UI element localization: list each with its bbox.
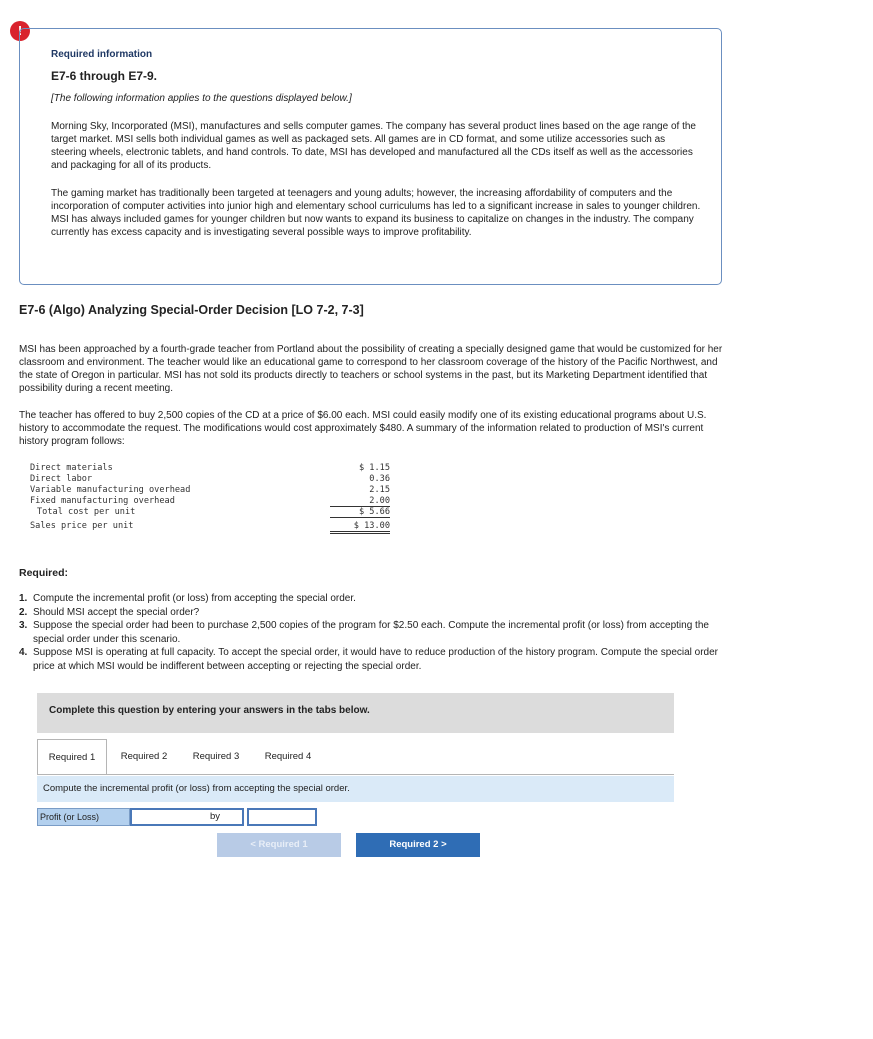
cost-value: $ 1.15 [358, 463, 390, 473]
cost-row-fixed-overhead [30, 496, 390, 507]
complete-question-bar: Complete this question by entering your answers in the tabs below. [37, 693, 674, 733]
cost-value: 2.15 [369, 485, 390, 495]
info-paragraph-2: The gaming market has traditionally been targeted at teenagers and young adults; however, the increasing affordability of computers and the incorporation of computer activities into junior high and elementary school curriculums has led to a significant increase in sales to younger children. MSI has always included games for younger children but now wants to expand its business to capitalize on changes in the industry. The company currently has excess capacity and is investigating several possible ways to improve profitability. [51, 188, 701, 238]
required-item [19, 606, 719, 620]
required-item-number: 3. [19, 620, 28, 631]
tab-required-3[interactable]: Required 3 [192, 751, 240, 762]
info-subtitle: E7-6 through E7-9. [51, 69, 158, 83]
tab-instruction: Compute the incremental profit (or loss) from accepting the special order. [37, 776, 674, 802]
required-item-number: 1. [19, 593, 28, 604]
required-item-number: 4. [19, 647, 28, 658]
by-label: by [210, 811, 221, 822]
required-item-number: 2. [19, 606, 28, 618]
cost-value: 2.00 [330, 496, 390, 507]
problem-paragraph-2: The teacher has offered to buy 2,500 copies of the CD at a price of $6.00 each. MSI could easily modify one of its existing educational programs about U.S. history to accommodate the request. The modifications would cost approximately $480. A summary of the information related to production of MSI's current history program follows: [19, 410, 707, 447]
alert-exclamation-icon: ! [10, 21, 30, 41]
required-item [19, 592, 719, 606]
cost-value: $ 13.00 [330, 521, 390, 534]
required-item-text: Suppose MSI is operating at full capacity. To accept the special order, it would have to reduce production of the history program. Compute the special order price at which MSI would be indifferent between accepting or rejecting the special order. [33, 647, 719, 672]
cost-value: 0.36 [369, 474, 390, 484]
required-item [19, 619, 719, 646]
cost-label: Direct labor [30, 474, 93, 484]
required-item-text: Should MSI accept the special order? [33, 606, 200, 618]
cost-label: Total cost per unit [37, 507, 136, 517]
cost-row-direct-labor [30, 474, 390, 485]
profit-or-loss-label: Profit (or Loss) [37, 808, 130, 826]
required-item [19, 646, 719, 673]
cost-table [30, 463, 390, 532]
problem-paragraph-1: MSI has been approached by a fourth-grade teacher from Portland about the possibility of creating a specially designed game that would be customized for her classroom and environment. The teacher would like an educational game to correspond to her classroom coverage of the history of the Pacific Northwest, and the state of Oregon in particular. MSI has not sold its products directly to teachers or school systems in the past, but its Marketing Department identified that possibility during a recent meeting. [19, 344, 723, 394]
required-list [19, 592, 719, 673]
info-paragraph-1: Morning Sky, Incorporated (MSI), manufactures and sells computer games. The company has several product lines based on the age range of the target market. MSI sells both individual games as well as packaged sets. All games are in CD format, and some utilize accessories such as steering wheels, electronic tablets, and hand controls. To date, MSI has developed and manufactured all the CDs itself as well as the accessories and packaging for all of its products. [51, 121, 696, 171]
tab-divider [37, 774, 674, 775]
cost-label: Fixed manufacturing overhead [30, 496, 175, 506]
problem-title: E7-6 (Algo) Analyzing Special-Order Decision [LO 7-2, 7-3] [19, 303, 364, 317]
cost-row-direct-materials [30, 463, 390, 474]
required-item-text: Compute the incremental profit (or loss) from accepting the special order. [33, 593, 356, 604]
previous-required-1-button[interactable]: < Required 1 [217, 833, 341, 857]
tab-required-2[interactable]: Required 2 [120, 751, 168, 762]
profit-amount-input[interactable] [247, 808, 317, 826]
cost-value: $ 5.66 [330, 507, 390, 518]
cost-label: Direct materials [30, 463, 113, 473]
required-heading: Required: [19, 567, 69, 579]
cost-row-total-cost [30, 507, 390, 518]
cost-row-sales-price [30, 521, 390, 532]
cost-label: Sales price per unit [30, 521, 134, 531]
required-information-box [19, 28, 722, 285]
cost-label: Variable manufacturing overhead [30, 485, 191, 495]
tab-required-1[interactable]: Required 1 [37, 739, 107, 775]
next-required-2-button[interactable]: Required 2 > [356, 833, 480, 857]
tab-required-4[interactable]: Required 4 [264, 751, 312, 762]
cost-row-variable-overhead [30, 485, 390, 496]
info-note: [The following information applies to the questions displayed below.] [51, 93, 352, 104]
required-item-text: Suppose the special order had been to purchase 2,500 copies of the program for $2.50 each. Compute the incremental profit (or loss) from accepting the special order under this scenario. [33, 620, 709, 645]
info-title: Required information [51, 49, 153, 60]
